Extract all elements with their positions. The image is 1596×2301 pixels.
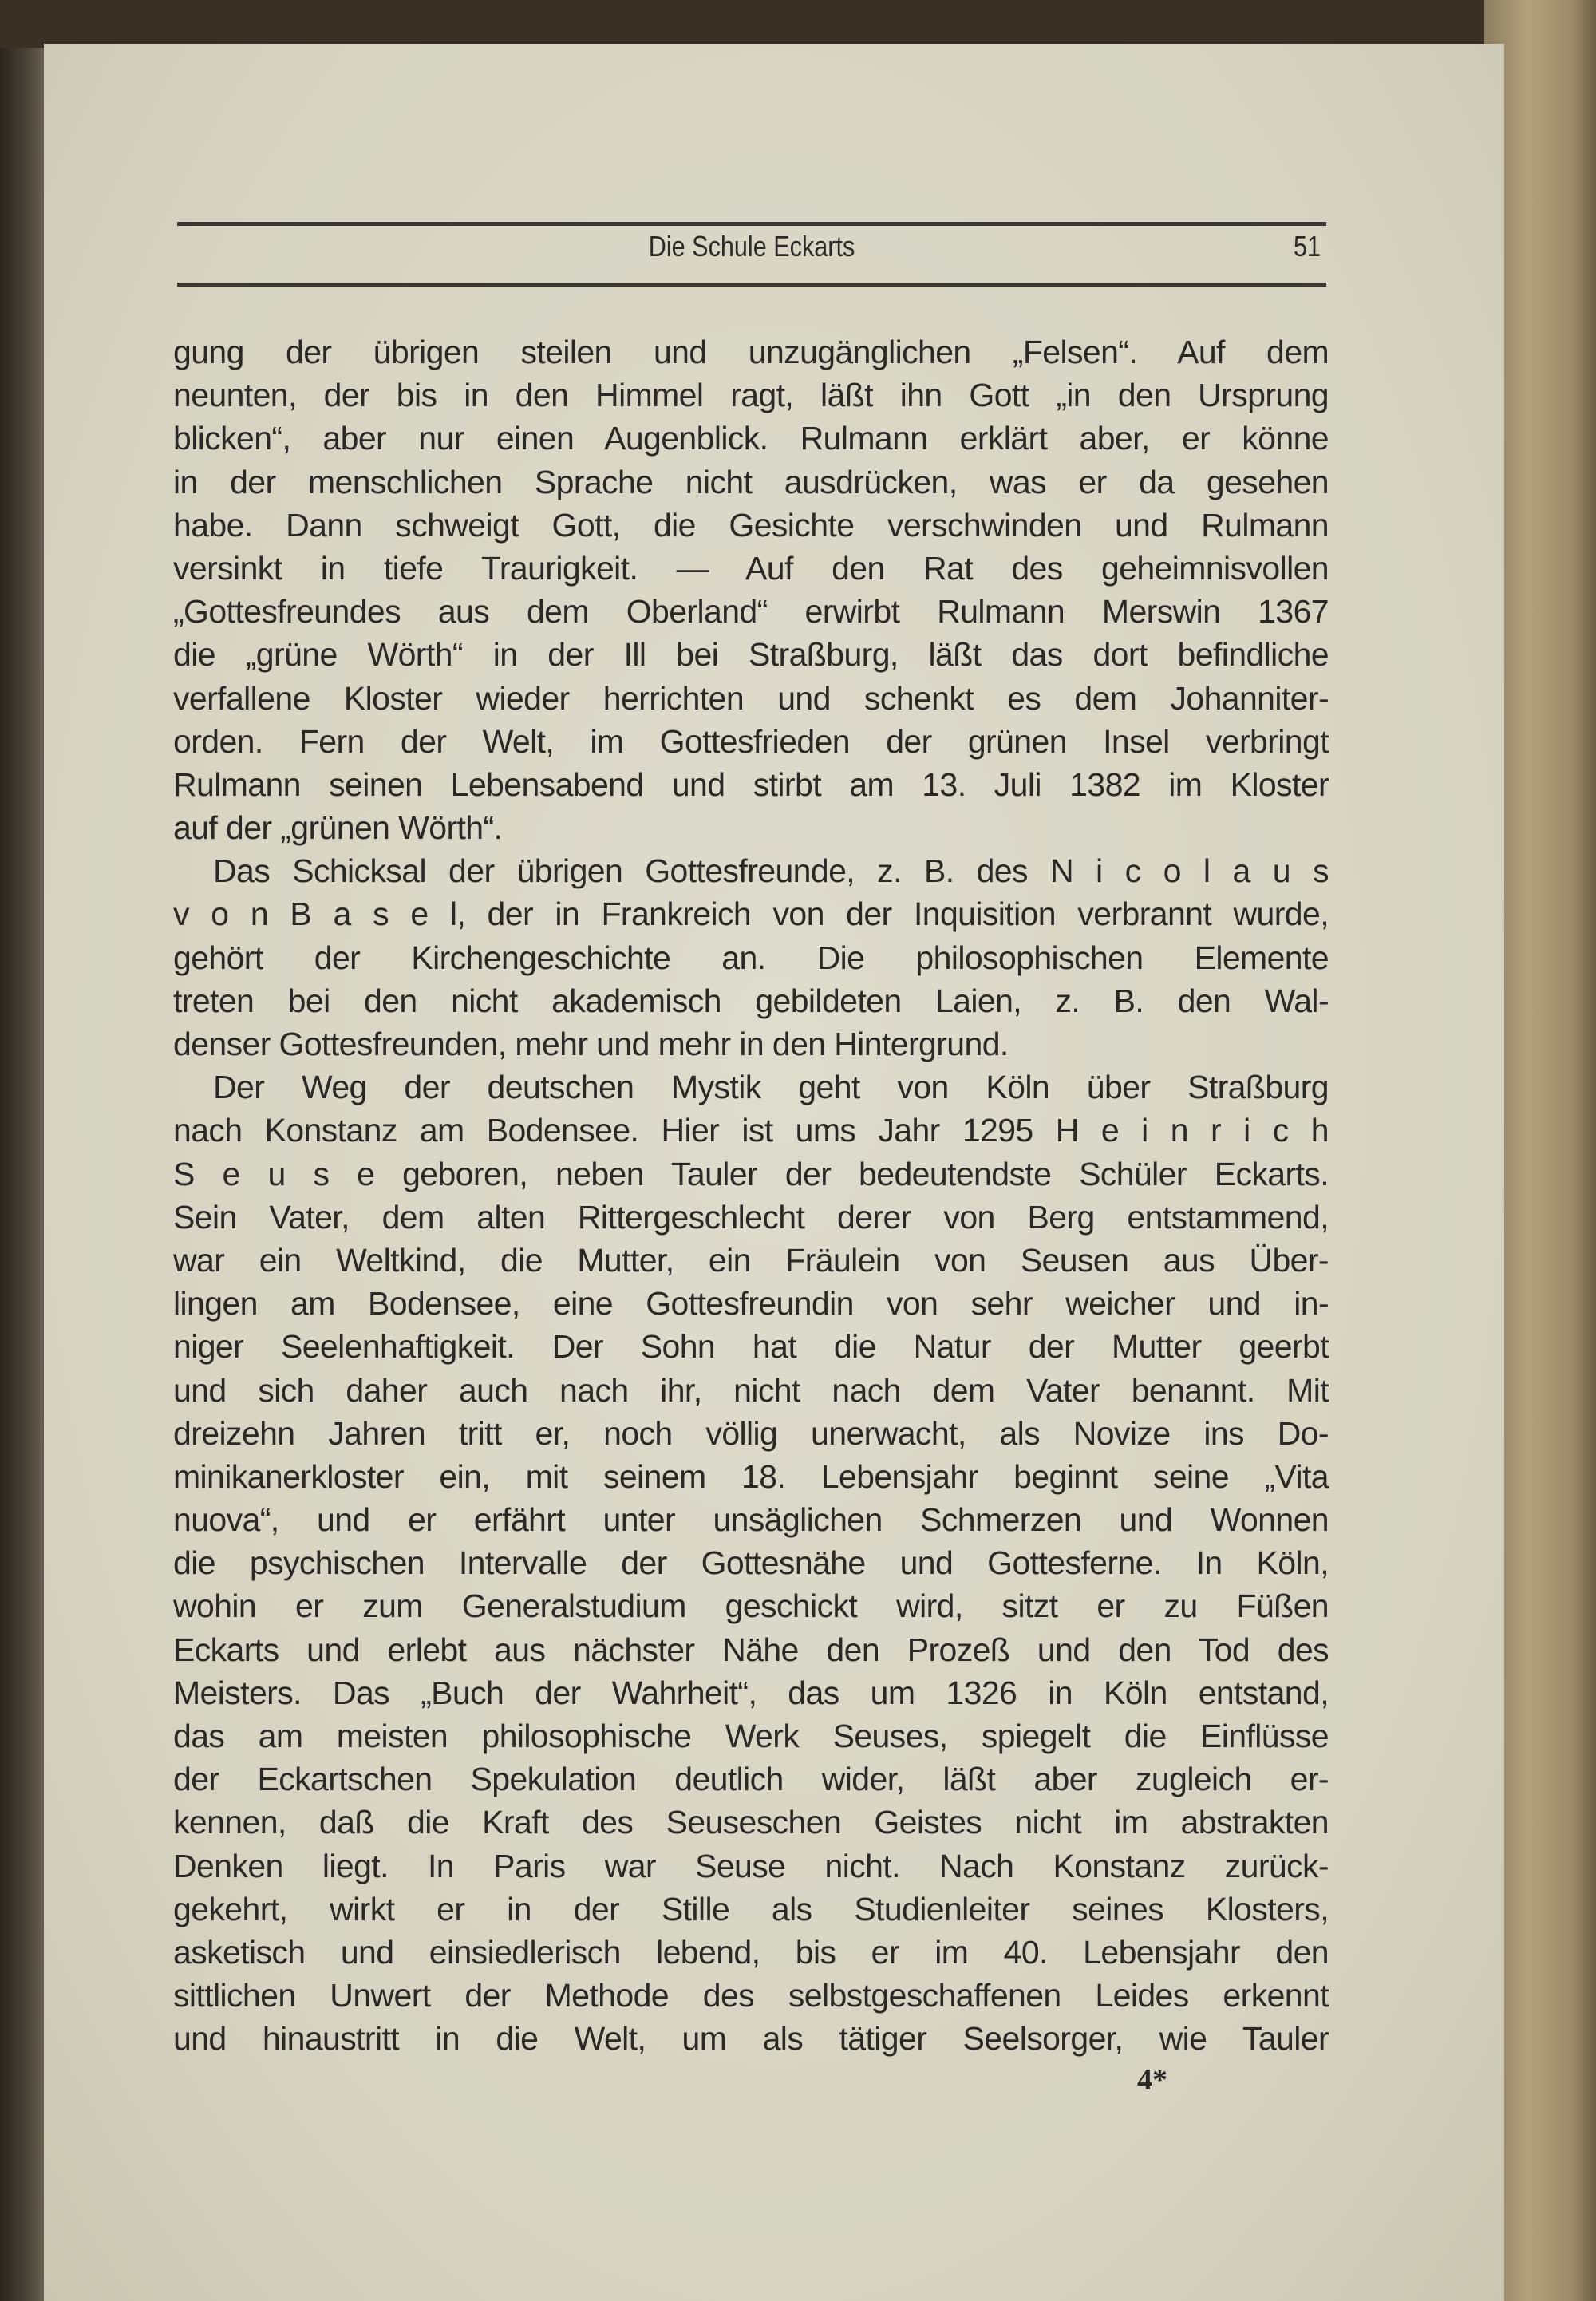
text-line: nuova“, und er erfährt unter unsäglichen Schmerzen und Wonnen xyxy=(173,1501,1329,1539)
text-line: blicken“, aber nur einen Augenblick. Rulmann erklärt aber, er könne xyxy=(173,420,1329,457)
text-line: gekehrt, wirkt er in der Stille als Studienleiter seines Klosters, xyxy=(173,1890,1329,1927)
body-text xyxy=(173,330,1329,2061)
text-line: und hinaustritt in die Welt, um als tätiger Seelsorger, wie Tauler xyxy=(173,2020,1329,2058)
text-line: asketisch und einsiedlerisch lebend, bis er im 40. Lebensjahr den xyxy=(173,1933,1329,1971)
text-line: war ein Weltkind, die Mutter, ein Fräulein von Seusen aus Über- xyxy=(173,1241,1329,1279)
text-line: denser Gottesfreunden, mehr und mehr in den Hintergrund. xyxy=(173,1026,1009,1062)
text-line: habe. Dann schweigt Gott, die Gesichte verschwinden und Rulmann xyxy=(173,506,1329,544)
text-line: verfallene Kloster wieder herrichten und schenkt es dem Johanniter- xyxy=(173,679,1329,717)
text-line: Sein Vater, dem alten Rittergeschlecht derer von Berg entstammend, xyxy=(173,1198,1329,1236)
text-line: und sich daher auch nach ihr, nicht nach dem Vater benannt. Mit xyxy=(173,1371,1329,1409)
text-line: nach Konstanz am Bodensee. Hier ist ums Jahr 1295 H e i n r i c h xyxy=(173,1112,1329,1149)
text-line: Meisters. Das „Buch der Wahrheit“, das um 1326 in Köln entstand, xyxy=(173,1674,1329,1711)
text-line: gung der übrigen steilen und unzugänglichen „Felsen“. Auf dem xyxy=(173,334,1329,370)
text-line: Eckarts und erlebt aus nächster Nähe den Prozeß und den Tod des xyxy=(173,1631,1329,1668)
text-line: kennen, daß die Kraft des Seuseschen Geistes nicht im abstrakten xyxy=(173,1804,1329,1841)
text-line: orden. Fern der Welt, im Gottesfrieden der grünen Insel verbringt xyxy=(173,722,1329,760)
text-line: die psychischen Intervalle der Gottesnähe und Gottesferne. In Köln, xyxy=(173,1544,1329,1582)
text-line: die „grüne Wörth“ in der Ill bei Straßburg, läßt das dort befindliche xyxy=(173,636,1329,674)
text-line: dreizehn Jahren tritt er, noch völlig unerwacht, als Novize ins Do- xyxy=(173,1414,1329,1452)
text-line: das am meisten philosophische Werk Seuses, spiegelt die Einflüsse xyxy=(173,1718,1329,1754)
text-line: in der menschlichen Sprache nicht ausdrücken, was er da gesehen xyxy=(173,463,1329,500)
text-line: Das Schicksal der übrigen Gottesfreunde, z. B. des N i c o l a u s xyxy=(213,852,1329,890)
text-line: Denken liegt. In Paris war Seuse nicht. Nach Konstanz zurück- xyxy=(173,1847,1329,1884)
text-line: wohin er zum Generalstudium geschickt wird, sitzt er zu Füßen xyxy=(173,1587,1329,1625)
text-line: „Gottesfreundes aus dem Oberland“ erwirbt Rulmann Merswin 1367 xyxy=(173,593,1329,631)
page-number: 51 xyxy=(1293,230,1321,263)
text-line: der Eckartschen Spekulation deutlich wider, läßt aber zugleich er- xyxy=(173,1761,1329,1798)
running-header xyxy=(177,230,1326,271)
text-line: versinkt in tiefe Traurigkeit. — Auf den Rat des geheimnisvollen xyxy=(173,549,1329,587)
text-line: v o n B a s e l, der in Frankreich von der Inquisition verbrannt wurde, xyxy=(173,895,1329,933)
text-line: minikanerkloster ein, mit seinem 18. Lebensjahr beginnt seine „Vita xyxy=(173,1457,1329,1495)
text-line: S e u s e geboren, neben Tauler der bedeutendste Schüler Eckarts. xyxy=(173,1155,1329,1192)
text-line: neunten, der bis in den Himmel ragt, läßt ihn Gott „in den Ursprung xyxy=(173,377,1329,414)
signature-mark: 4* xyxy=(1137,2063,1167,2097)
text-line: gehört der Kirchengeschichte an. Die philosophischen Elemente xyxy=(173,939,1329,976)
text-line: auf der „grünen Wörth“. xyxy=(173,809,503,847)
text-line: treten bei den nicht akademisch gebildeten Laien, z. B. den Wal- xyxy=(173,982,1329,1019)
header-rule-bottom xyxy=(177,283,1326,287)
text-line: niger Seelenhaftigkeit. Der Sohn hat die Natur der Mutter geerbt xyxy=(173,1328,1329,1366)
text-line: Rulmann seinen Lebensabend und stirbt am 13. Juli 1382 im Kloster xyxy=(173,765,1329,803)
text-line: sittlichen Unwert der Methode des selbstgeschaffenen Leides erkennt xyxy=(173,1977,1329,2014)
left-page-edge xyxy=(0,48,48,2301)
header-rule-top xyxy=(177,222,1326,226)
running-title: Die Schule Eckarts xyxy=(648,230,855,263)
text-line: Der Weg der deutschen Mystik geht von Köln über Straßburg xyxy=(213,1069,1329,1106)
text-line: lingen am Bodensee, eine Gottesfreundin von sehr weicher und in- xyxy=(173,1285,1329,1322)
